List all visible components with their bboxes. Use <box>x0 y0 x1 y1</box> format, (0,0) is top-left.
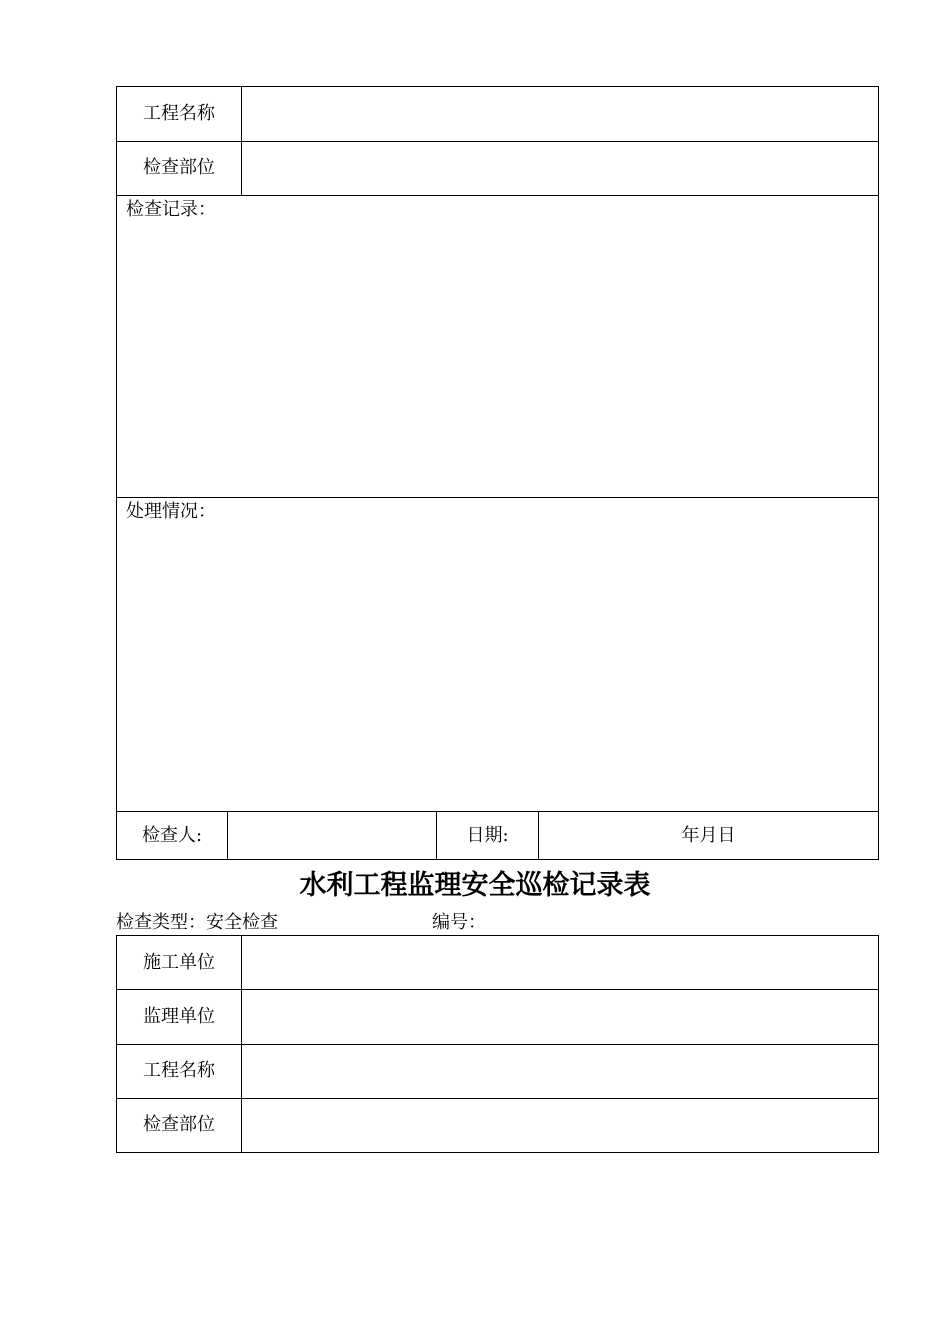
label-construction-unit: 施工单位 <box>143 952 215 973</box>
date-value[interactable]: 年月日 <box>681 825 736 846</box>
inspector-field[interactable] <box>228 812 436 859</box>
label-project-name: 工程名称 <box>143 103 215 124</box>
project-name-field[interactable] <box>242 1045 878 1098</box>
inspection-area-field[interactable] <box>242 1099 878 1152</box>
supervision-unit-field[interactable] <box>242 990 878 1044</box>
handling-status-area[interactable] <box>117 524 878 811</box>
top-form-border-bottom <box>116 859 879 860</box>
top-form-border-right <box>878 86 879 860</box>
inspection-record-area[interactable] <box>117 222 878 497</box>
label-inspection-area: 检查部位 <box>143 1114 215 1135</box>
top-form-row-divider <box>116 497 879 498</box>
bottom-form-border-bottom <box>116 1152 879 1153</box>
top-form-row-divider <box>116 195 879 196</box>
form-title: 水利工程监理安全巡检记录表 <box>299 870 651 901</box>
label-project-name: 工程名称 <box>143 1060 215 1081</box>
construction-unit-field[interactable] <box>242 936 878 989</box>
bottom-form-border-right <box>878 935 879 1153</box>
inspection-type-label: 检查类型：安全检查 <box>116 912 278 933</box>
project-name-field[interactable] <box>242 87 878 141</box>
label-supervision-unit: 监理单位 <box>143 1006 215 1027</box>
number-label: 编号： <box>432 912 486 933</box>
inspection-area-field[interactable] <box>242 142 878 195</box>
date-label: 日期: <box>466 825 509 846</box>
handling-status-label: 处理情况： <box>126 501 216 522</box>
inspection-record-label: 检查记录： <box>126 199 216 220</box>
inspector-label: 检查人: <box>141 825 203 846</box>
label-inspection-area: 检查部位 <box>143 157 215 178</box>
